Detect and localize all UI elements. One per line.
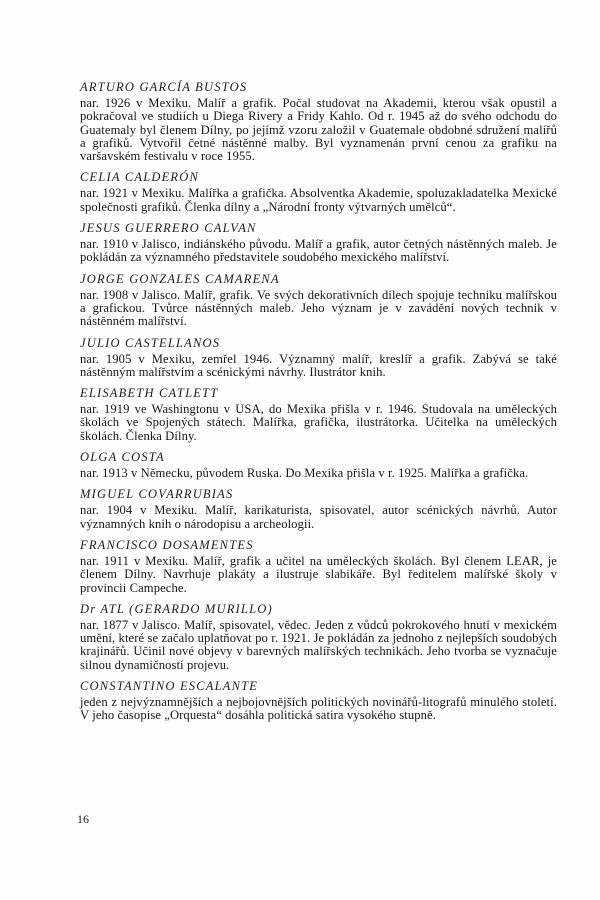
artist-entry (80, 170, 557, 214)
artist-name: CELIA CALDERÓN (80, 170, 200, 185)
artist-name: JULIO CASTELLANOS (80, 335, 221, 350)
page-number: 16 (77, 812, 89, 826)
artist-bio: nar. 1905 v Mexiku, zemřel 1946. Významný malíř, kreslíř a grafik. Zabývá se také nástěnným malířstvím a scénickými návrhy. Ilustrátor knih. (80, 351, 557, 379)
page-content (80, 80, 557, 730)
artist-bio: jeden z nejvýznamnějších a nejbojovnějších politických novinářů-litografů minulého století. V jeho časopise „Orquesta“ dosáhla politická satira vysokého stupně. (80, 695, 557, 723)
artist-name: ELISABETH CATLETT (80, 386, 219, 401)
artist-bio: nar. 1904 v Mexiku. Malíř, karikaturista, spisovatel, autor scénických návrhů. Autor významných knih o národopisu a archeologii. (80, 503, 557, 531)
artist-entry (80, 80, 557, 163)
artist-entry (80, 602, 557, 672)
artist-bio: nar. 1926 v Mexiku. Malíř a grafik. Počal studovat na Akademii, kterou však opustil a pokračoval ve studiích u Diega Rivery a Fridy Kahlo. Od r. 1945 až do svého odchodu do Guatemaly byl členem Dílny, po jejímž vzoru založil v Guatemale obdobné sdružení malířů a grafiků. Vytvořil četné nástěnné malby. Byl vyznamenán první cenou za grafiku na varšavském festivalu v roce 1955. (80, 96, 557, 164)
artist-name: OLGA COSTA (80, 450, 165, 465)
artist-entry (80, 386, 557, 443)
artist-bio: nar. 1921 v Mexiku. Malířka a grafička. Absolventka Akademie, spoluzakladatelka Mexické společnosti grafiků. Členka dílny a „Národní fronty výtvarných umělců“. (80, 186, 557, 214)
artist-entry (80, 221, 557, 265)
artist-name: FRANCISCO DOSAMENTES (80, 537, 254, 552)
artist-bio: nar. 1908 v Jalisco. Malíř, grafik. Ve svých dekorativních dílech spojuje techniku malířskou a grafickou. Tvůrce nástěnných maleb. Jeho význam je v zavádění nových technik v nástěnném malířství. (80, 287, 557, 329)
artist-entry (80, 336, 557, 380)
artist-bio: nar. 1913 v Německu, původem Ruska. Do Mexika přišla v r. 1925. Malířka a grafička. (80, 466, 529, 481)
artist-name: ARTURO GARCÍA BUSTOS (80, 80, 248, 94)
artist-entry (80, 450, 557, 480)
artist-bio: nar. 1919 ve Washingtonu v USA, do Mexika přišla v r. 1946. Studovala na uměleckých školách ve Spojených státech. Malířka, grafička, ilustrátorka. Učitelka na uměleckých školách. Členka Dílny. (80, 402, 557, 443)
artist-entry (80, 487, 557, 531)
artist-bio: nar. 1877 v Jalisco. Malíř, spisovatel, vědec. Jeden z vůdců pokrokového hnutí v mexickém umění, které se začalo uplatňovat po r. 1921. Je pokládán za jednoho z nejlepších soudobých krajinářů. Učinil nové objevy v barevných malířských technikách. Jeho tvorba se vyznačuje silnou dynamičností projevu. (80, 617, 557, 672)
artist-name: MIGUEL COVARRUBIAS (80, 487, 234, 502)
artist-entry (80, 679, 557, 723)
artist-entry (80, 538, 557, 595)
artist-name: CONSTANTINO ESCALANTE (80, 679, 259, 694)
artist-name: JORGE GONZALES CAMARENA (80, 271, 280, 286)
artist-entry (80, 272, 557, 329)
artist-name: Dr ATL (GERARDO MURILLO) (80, 601, 273, 616)
artist-bio: nar. 1911 v Mexiku. Malíř, grafik a učitel na uměleckých školách. Byl členem LEAR, je členem Dílny. Navrhuje plakáty a ilustruje slabikáře. Byl ředitelem malířské školy v provincii Campeche. (80, 553, 557, 595)
artist-bio: nar. 1910 v Jalisco, indiánského původu. Malíř a grafik, autor četných nástěnných maleb. Je pokládán za významného představitele soudobého mexického malířství. (80, 237, 557, 265)
artist-name: JESUS GUERRERO CALVAN (80, 221, 257, 236)
